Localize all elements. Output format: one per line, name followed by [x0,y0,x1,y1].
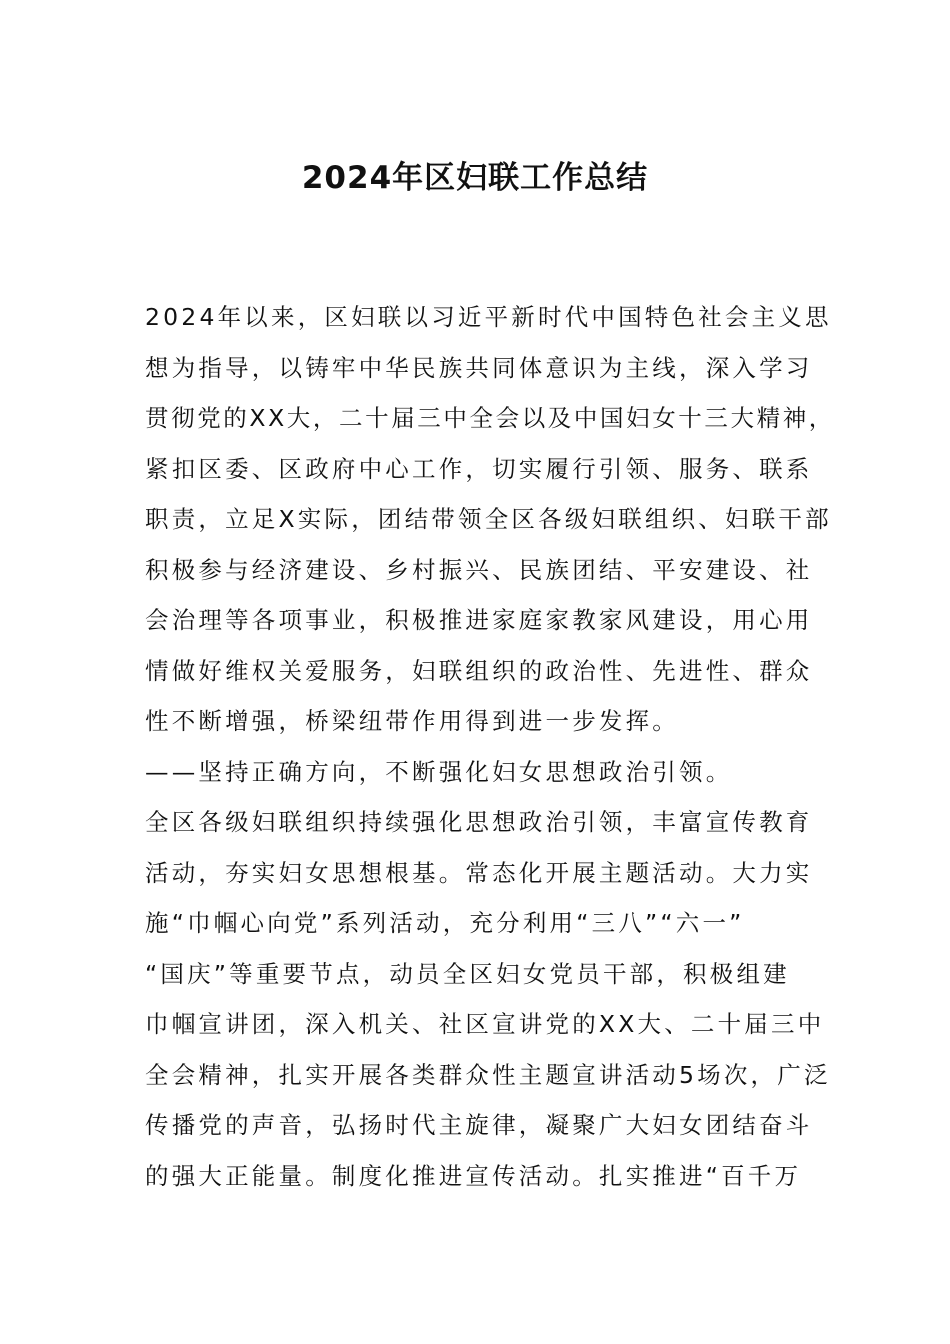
body-line: 全会精神，扎实开展各类群众性主题宣讲活动5场次，广泛 [145,1060,831,1089]
body-line: 全区各级妇联组织持续强化思想政治引领，丰富宣传教育 [145,808,813,836]
body-line: 贯彻党的XX大，二十届三中全会以及中国妇女十三大精神， [145,404,835,432]
body-line: “国庆”等重要节点，动员全区妇女党员干部，积极组建 [145,959,790,988]
body-line: 活动，夯实妇女思想根基。常态化开展主题活动。大力实 [145,858,813,887]
document-title: 2024年区妇联工作总结 [301,160,649,196]
body-line: 会治理等各项事业，积极推进家庭家教家风建设，用心用 [145,606,813,634]
body-line: 情做好维权关爱服务，妇联组织的政治性、先进性、群众 [145,656,813,685]
body-line: 积极参与经济建设、乡村振兴、民族团结、平安建设、社 [145,555,813,584]
body-line: 传播党的声音，弘扬时代主旋律，凝聚广大妇女团结奋斗 [145,1111,813,1139]
section-heading: ——坚持正确方向，不断强化妇女思想政治引领。 [145,757,733,786]
body-line: 想为指导，以铸牢中华民族共同体意识为主线，深入学习 [145,353,813,382]
body-line: 的强大正能量。制度化推进宣传活动。扎实推进“百千万 [145,1161,802,1190]
body-line: 性不断增强，桥梁纽带作用得到进一步发挥。 [145,707,679,735]
body-line: 职责，立足X实际，团结带领全区各级妇联组织、妇联干部 [145,505,832,533]
body-line: 巾帼宣讲团，深入机关、社区宣讲党的XX大、二十届三中 [145,1010,825,1038]
body-line: 紧扣区委、区政府中心工作，切实履行引领、服务、联系 [145,454,813,483]
body-line: 施“巾帼心向党”系列活动，充分利用“三八”“六一” [145,909,745,937]
document-body [145,292,835,1201]
body-line: 2024年以来，区妇联以习近平新时代中国特色社会主义思 [145,303,832,331]
